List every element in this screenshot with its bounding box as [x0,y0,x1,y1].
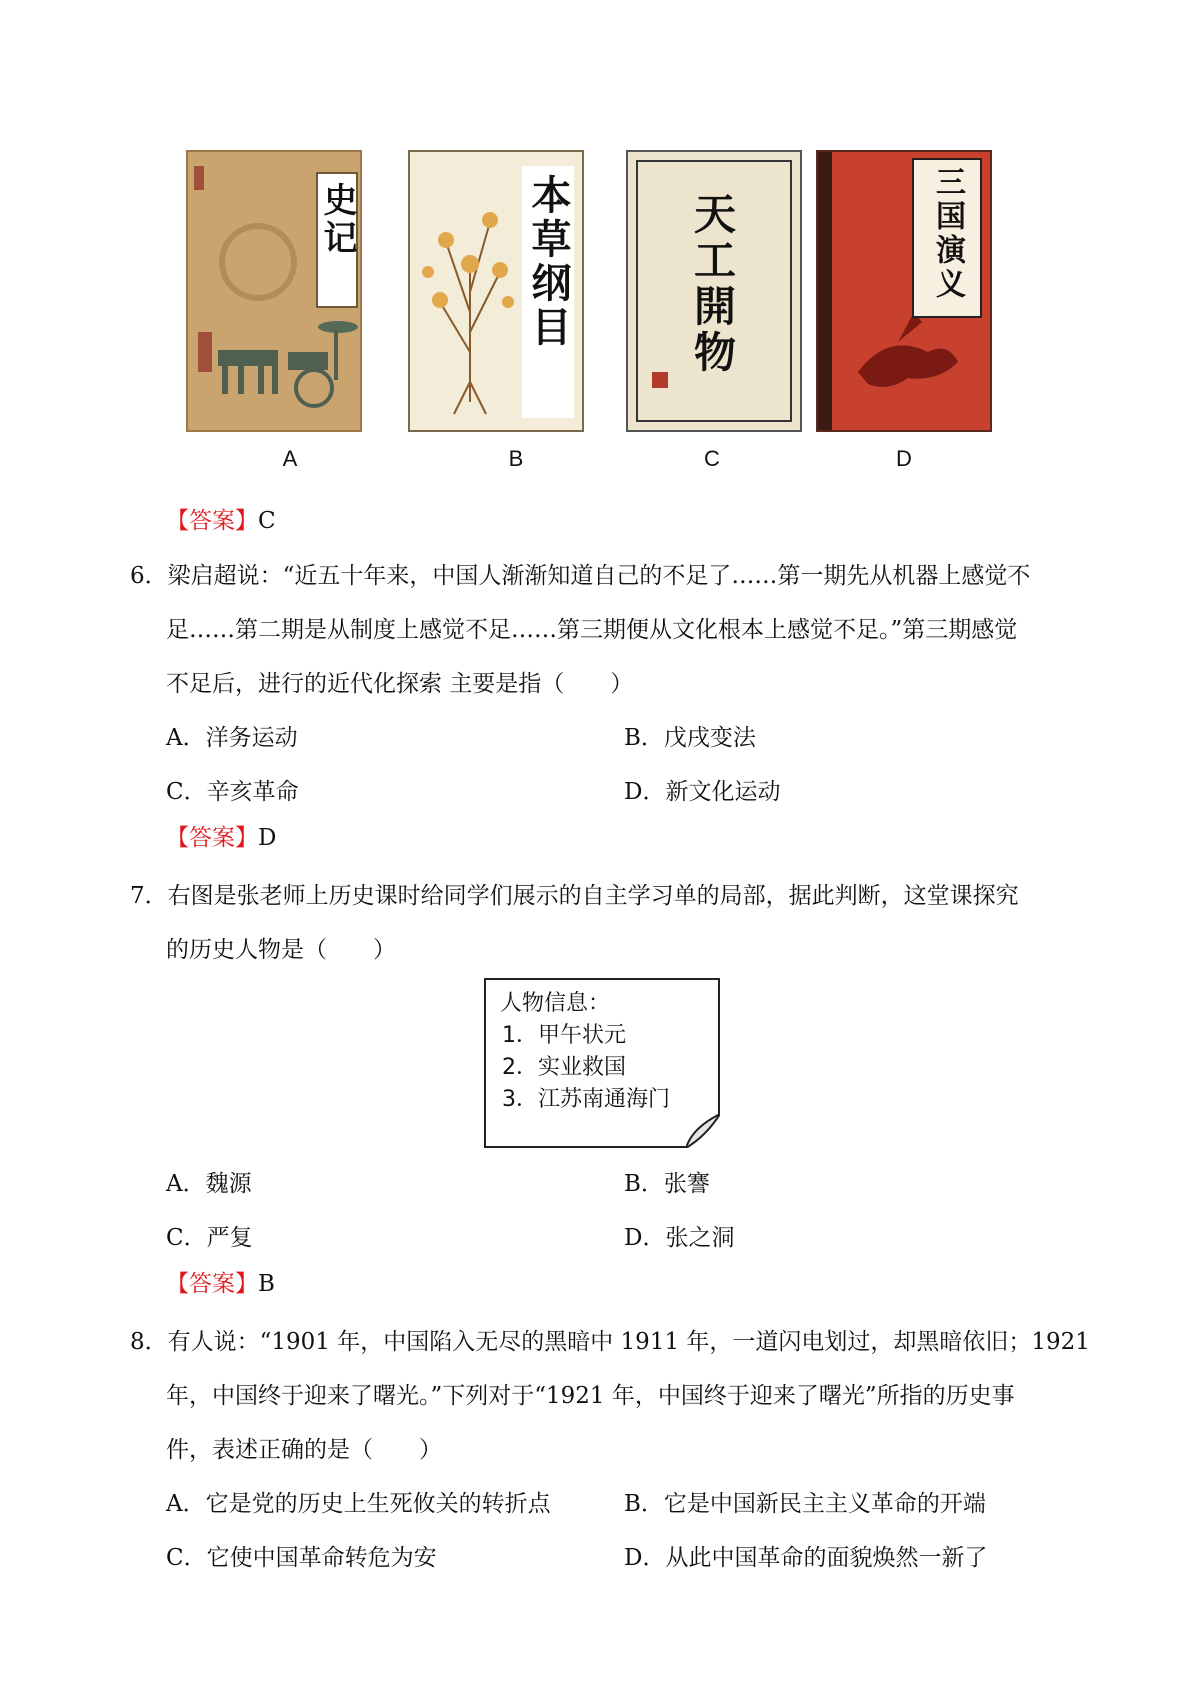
answer-value: C [258,508,276,534]
option-a: A．它是党的历史上生死攸关的转折点 [166,1491,551,1517]
option-b: B．它是中国新民主主义革命的开端 [624,1491,986,1517]
question-6-line-3: 不足后，进行的近代化探索 主要是指（ ） [166,671,634,697]
note-item: 3．江苏南通海门 [502,1087,670,1112]
question-8-line-3: 件，表述正确的是（ ） [166,1437,442,1463]
note-item: 1．甲午状元 [502,1023,626,1048]
book-image-b [408,150,584,432]
question-6-line-1: 6．梁启超说：“近五十年来，中国人渐渐知道自己的不足了……第一期先从机器上感觉不 [130,563,1031,589]
seal-icon [652,372,668,388]
image-label-a: A [282,446,298,471]
note-item: 2．实业救国 [502,1055,626,1080]
option-b: B．戊戌变法 [624,725,756,751]
option-a: A．洋务运动 [166,725,298,751]
option-b: B．张謇 [624,1171,710,1197]
book-title: 史记 [317,182,357,258]
question-6-line-2: 足……第二期是从制度上感觉不足……第三期便从文化根本上感觉不足。”第三期感觉 [166,617,1018,643]
answer-line [166,505,276,537]
question-8-line-2: 年，中国终于迎来了曙光。”下列对于“1921 年，中国终于迎来了曙光”所指的历史事 [166,1383,1015,1409]
option-d: D．从此中国革命的面貌焕然一新了 [624,1545,988,1571]
image-label-c: C [704,446,720,471]
question-7-line-1: 7．右图是张老师上历史课时给同学们展示的自主学习单的局部，据此判断，这堂课探究 [130,883,1019,909]
book-title: 天工開物 [688,192,737,376]
image-label-d: D [896,446,912,471]
image-label-b: B [508,446,524,471]
answer-tag: 【答案】 [166,508,258,534]
answer-value: B [258,1271,275,1297]
answer-value: D [258,825,277,851]
answer-line [166,822,276,854]
book-image-c [626,150,802,432]
book-title: 三国演义 [930,166,965,302]
option-c: C．辛亥革命 [166,779,299,805]
answer-tag: 【答案】 [166,825,258,851]
page-curl-icon [686,1114,720,1148]
study-sheet-note [484,978,720,1148]
book-image-a [186,150,362,432]
option-d: D．张之洞 [624,1225,735,1251]
book-title: 本草纲目 [525,174,572,350]
answer-line [166,1268,275,1300]
note-heading: 人物信息： [500,991,611,1016]
book-image-d [816,150,992,432]
option-c: C．它使中国革命转危为安 [166,1545,437,1571]
option-c: C．严复 [166,1225,253,1251]
question-8-line-1: 8．有人说：“1901 年，中国陷入无尽的黑暗中 1911 年，一道闪电划过，却黑暗依旧；1921 [130,1329,1090,1355]
question-7-line-2: 的历史人物是（ ） [166,937,396,963]
option-d: D．新文化运动 [624,779,781,805]
answer-tag: 【答案】 [166,1271,258,1297]
option-a: A．魏源 [166,1171,252,1197]
